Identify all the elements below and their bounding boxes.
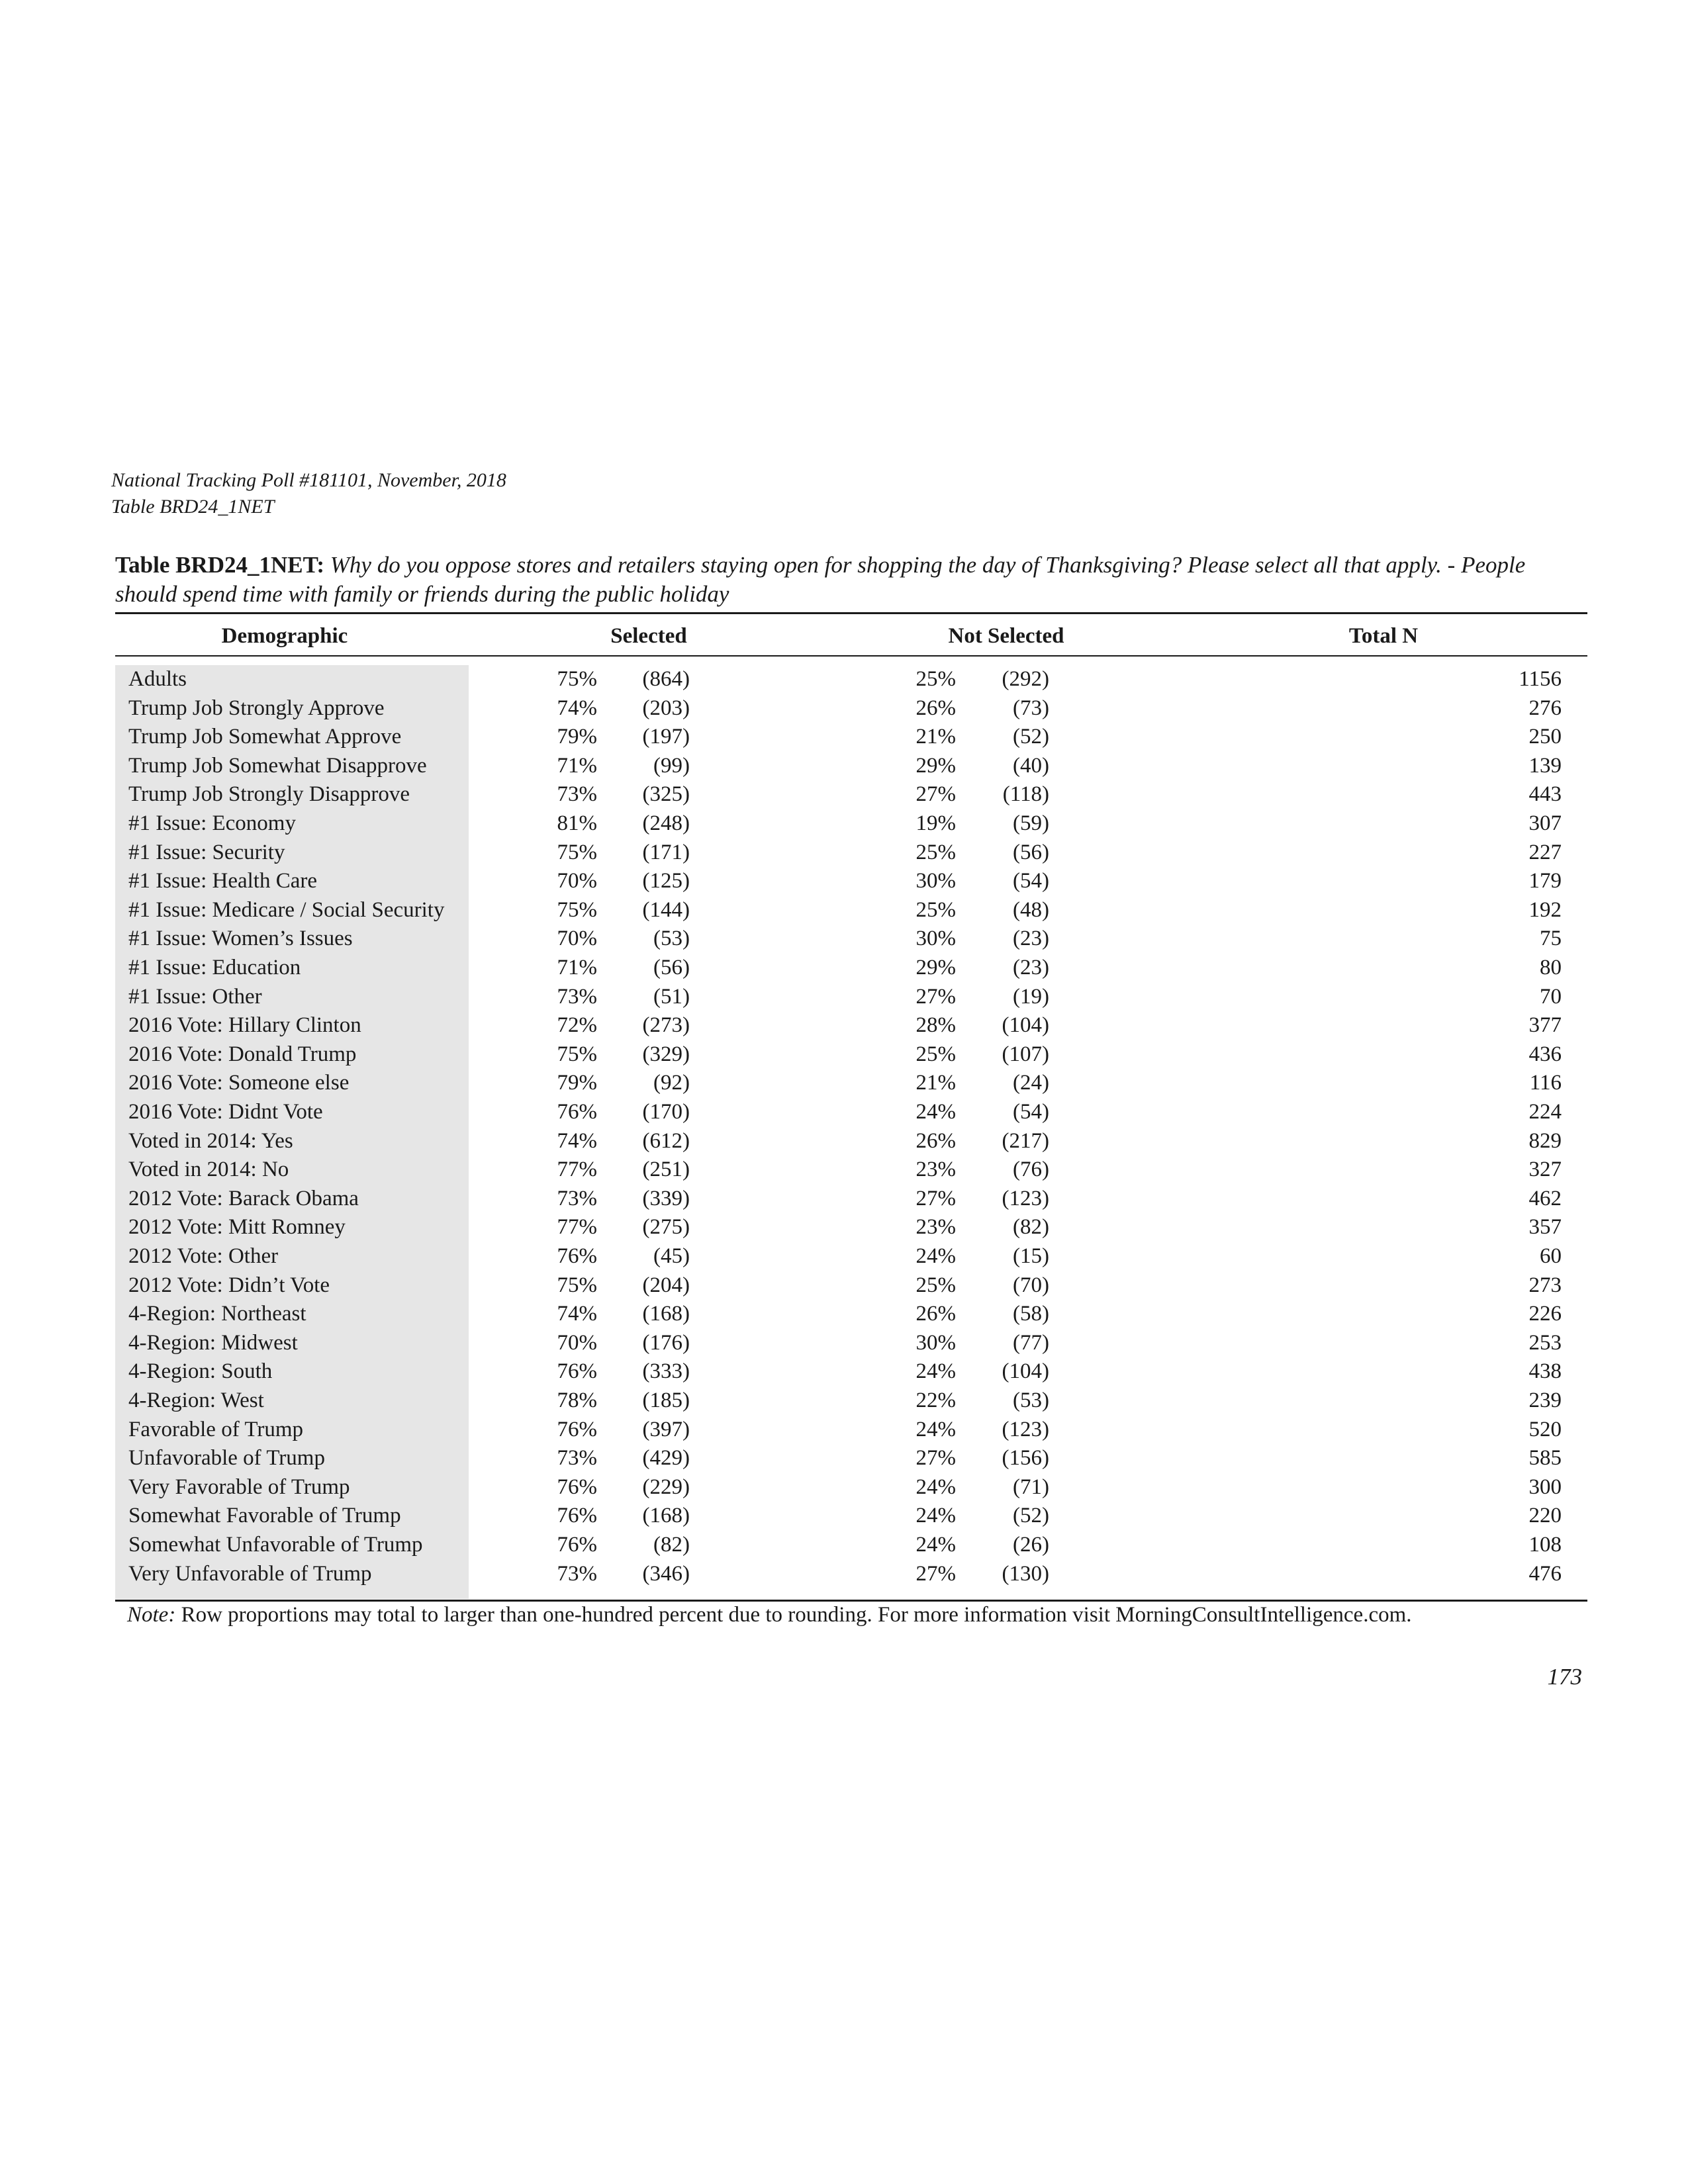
selected-pct: 70% — [557, 869, 597, 893]
not-selected-n: (52) — [1013, 725, 1049, 749]
selected-pct: 75% — [557, 1273, 597, 1297]
table-row — [0, 925, 1688, 954]
row-label: #1 Issue: Security — [128, 840, 285, 864]
table-row — [0, 1098, 1688, 1127]
row-label: 2016 Vote: Someone else — [128, 1071, 350, 1095]
total-n: 250 — [1528, 725, 1562, 749]
selected-n: (251) — [642, 1158, 690, 1182]
not-selected-n: (123) — [1002, 1186, 1049, 1210]
not-selected-pct: 26% — [915, 696, 956, 720]
selected-n: (144) — [642, 897, 690, 922]
table-row — [0, 1213, 1688, 1242]
col-header-demographic: Demographic — [221, 624, 348, 648]
not-selected-pct: 21% — [915, 725, 956, 749]
row-label: Trump Job Somewhat Approve — [128, 725, 402, 749]
header-rule — [115, 655, 1587, 657]
not-selected-n: (292) — [1002, 667, 1049, 691]
table-row — [0, 780, 1688, 809]
selected-n: (168) — [642, 1302, 690, 1326]
not-selected-pct: 27% — [915, 1446, 956, 1471]
table-row — [0, 1560, 1688, 1589]
row-label: Adults — [128, 667, 187, 691]
poll-title: National Tracking Poll #181101, November, 2018 — [111, 469, 506, 491]
total-n: 443 — [1528, 782, 1562, 807]
table-row — [0, 1185, 1688, 1214]
total-n: 377 — [1528, 1013, 1562, 1038]
table-row — [0, 1387, 1688, 1416]
total-n: 226 — [1528, 1302, 1562, 1326]
not-selected-pct: 24% — [915, 1417, 956, 1441]
page-number: 173 — [1547, 1664, 1582, 1690]
table-row — [0, 723, 1688, 752]
not-selected-pct: 26% — [915, 1302, 956, 1326]
total-n: 239 — [1528, 1388, 1562, 1412]
table-caption — [115, 551, 1589, 609]
row-label: Trump Job Somewhat Disapprove — [128, 753, 427, 778]
table-row — [0, 694, 1688, 723]
row-label: 4-Region: South — [128, 1359, 273, 1384]
total-n: 520 — [1528, 1417, 1562, 1441]
table-row — [0, 1300, 1688, 1329]
selected-n: (51) — [653, 984, 690, 1009]
selected-n: (176) — [642, 1330, 690, 1355]
selected-pct: 70% — [557, 927, 597, 951]
total-n: 224 — [1528, 1100, 1562, 1124]
total-n: 307 — [1528, 811, 1562, 835]
selected-n: (397) — [642, 1417, 690, 1441]
row-label: Trump Job Strongly Disapprove — [128, 782, 410, 807]
selected-pct: 76% — [557, 1417, 597, 1441]
selected-pct: 79% — [557, 725, 597, 749]
not-selected-n: (73) — [1013, 696, 1049, 720]
not-selected-pct: 24% — [915, 1533, 956, 1557]
selected-pct: 79% — [557, 1071, 597, 1095]
selected-n: (329) — [642, 1042, 690, 1066]
row-label: Trump Job Strongly Approve — [128, 696, 385, 720]
not-selected-n: (156) — [1002, 1446, 1049, 1471]
selected-n: (82) — [653, 1533, 690, 1557]
not-selected-pct: 27% — [915, 1186, 956, 1210]
selected-n: (45) — [653, 1244, 690, 1268]
selected-pct: 78% — [557, 1388, 597, 1412]
not-selected-n: (130) — [1002, 1561, 1049, 1586]
not-selected-pct: 27% — [915, 984, 956, 1009]
not-selected-pct: 25% — [915, 897, 956, 922]
not-selected-pct: 27% — [915, 1561, 956, 1586]
not-selected-n: (217) — [1002, 1128, 1049, 1153]
table-name: Table BRD24_1NET: — [115, 552, 325, 578]
row-label: #1 Issue: Economy — [128, 811, 296, 835]
table-row — [0, 896, 1688, 925]
total-n: 80 — [1540, 956, 1562, 979]
selected-n: (229) — [642, 1475, 690, 1499]
selected-pct: 72% — [557, 1013, 597, 1038]
table-row — [0, 1531, 1688, 1560]
not-selected-pct: 24% — [915, 1359, 956, 1384]
row-label: 2016 Vote: Hillary Clinton — [128, 1013, 361, 1038]
selected-n: (864) — [642, 667, 690, 691]
table-row — [0, 1271, 1688, 1300]
selected-n: (204) — [642, 1273, 690, 1297]
not-selected-n: (48) — [1013, 897, 1049, 922]
selected-pct: 70% — [557, 1330, 597, 1355]
row-label: Very Favorable of Trump — [128, 1475, 350, 1499]
row-label: #1 Issue: Health Care — [128, 869, 317, 893]
selected-pct: 71% — [557, 956, 597, 979]
total-n: 357 — [1528, 1215, 1562, 1240]
not-selected-pct: 25% — [915, 1042, 956, 1066]
row-label: Somewhat Unfavorable of Trump — [128, 1533, 423, 1557]
selected-n: (185) — [642, 1388, 690, 1412]
selected-n: (429) — [642, 1446, 690, 1471]
selected-pct: 73% — [557, 1561, 597, 1586]
not-selected-n: (71) — [1013, 1475, 1049, 1499]
table-row — [0, 809, 1688, 839]
selected-pct: 73% — [557, 1186, 597, 1210]
not-selected-pct: 24% — [915, 1244, 956, 1268]
row-label: 2016 Vote: Donald Trump — [128, 1042, 357, 1066]
selected-pct: 75% — [557, 1042, 597, 1066]
not-selected-n: (82) — [1013, 1215, 1049, 1240]
selected-n: (168) — [642, 1504, 690, 1528]
not-selected-pct: 26% — [915, 1128, 956, 1153]
not-selected-n: (70) — [1013, 1273, 1049, 1297]
row-label: 4-Region: West — [128, 1388, 264, 1412]
total-n: 276 — [1528, 696, 1562, 720]
selected-n: (273) — [642, 1013, 690, 1038]
not-selected-n: (26) — [1013, 1533, 1049, 1557]
not-selected-n: (104) — [1002, 1359, 1049, 1384]
note-label: Note: — [127, 1603, 176, 1627]
table-note — [127, 1600, 1412, 1629]
total-n: 179 — [1528, 869, 1562, 893]
total-n: 253 — [1528, 1330, 1562, 1355]
not-selected-pct: 24% — [915, 1100, 956, 1124]
selected-n: (612) — [642, 1128, 690, 1153]
table-row — [0, 1040, 1688, 1069]
table-row — [0, 867, 1688, 896]
total-n: 220 — [1528, 1504, 1562, 1528]
not-selected-pct: 25% — [915, 840, 956, 864]
total-n: 116 — [1529, 1071, 1562, 1095]
col-header-selected: Selected — [610, 624, 687, 648]
not-selected-n: (40) — [1013, 753, 1049, 778]
row-label: 4-Region: Midwest — [128, 1330, 298, 1355]
row-label: 2012 Vote: Mitt Romney — [128, 1215, 346, 1240]
selected-n: (171) — [642, 840, 690, 864]
not-selected-n: (107) — [1002, 1042, 1049, 1066]
table-row — [0, 1011, 1688, 1040]
table-row — [0, 1069, 1688, 1098]
page-header — [111, 467, 506, 520]
not-selected-pct: 19% — [915, 811, 956, 835]
selected-pct: 76% — [557, 1359, 597, 1384]
not-selected-pct: 24% — [915, 1475, 956, 1499]
total-n: 476 — [1528, 1561, 1562, 1586]
selected-pct: 76% — [557, 1100, 597, 1124]
table-row — [0, 954, 1688, 983]
not-selected-pct: 30% — [915, 869, 956, 893]
not-selected-pct: 28% — [915, 1013, 956, 1038]
total-n: 192 — [1528, 897, 1562, 922]
not-selected-n: (76) — [1013, 1158, 1049, 1182]
col-header-total-n: Total N — [1348, 624, 1419, 648]
selected-n: (197) — [642, 725, 690, 749]
not-selected-n: (24) — [1013, 1071, 1049, 1095]
selected-n: (125) — [642, 869, 690, 893]
selected-n: (346) — [642, 1561, 690, 1586]
row-label: 2012 Vote: Barack Obama — [128, 1186, 359, 1210]
selected-pct: 81% — [557, 811, 597, 835]
not-selected-n: (56) — [1013, 840, 1049, 864]
not-selected-pct: 29% — [915, 956, 956, 979]
not-selected-n: (59) — [1013, 811, 1049, 835]
not-selected-n: (123) — [1002, 1417, 1049, 1441]
not-selected-pct: 25% — [915, 667, 956, 691]
selected-pct: 73% — [557, 782, 597, 807]
selected-pct: 74% — [557, 1128, 597, 1153]
not-selected-n: (53) — [1013, 1388, 1049, 1412]
table-row — [0, 1156, 1688, 1185]
total-n: 829 — [1528, 1128, 1562, 1153]
total-n: 585 — [1528, 1446, 1562, 1471]
selected-n: (325) — [642, 782, 690, 807]
not-selected-n: (23) — [1013, 927, 1049, 951]
not-selected-n: (54) — [1013, 869, 1049, 893]
table-row — [0, 665, 1688, 694]
selected-pct: 74% — [557, 696, 597, 720]
row-label: 2012 Vote: Other — [128, 1244, 279, 1268]
selected-pct: 73% — [557, 984, 597, 1009]
table-row — [0, 1444, 1688, 1473]
not-selected-pct: 29% — [915, 753, 956, 778]
top-rule — [115, 612, 1587, 614]
selected-n: (275) — [642, 1215, 690, 1240]
total-n: 436 — [1528, 1042, 1562, 1066]
total-n: 273 — [1528, 1273, 1562, 1297]
selected-pct: 75% — [557, 897, 597, 922]
row-label: 4-Region: Northeast — [128, 1302, 306, 1326]
selected-n: (92) — [653, 1071, 690, 1095]
selected-pct: 76% — [557, 1533, 597, 1557]
not-selected-n: (15) — [1013, 1244, 1049, 1268]
not-selected-pct: 22% — [915, 1388, 956, 1412]
not-selected-n: (104) — [1002, 1013, 1049, 1038]
selected-n: (170) — [642, 1100, 690, 1124]
selected-pct: 76% — [557, 1475, 597, 1499]
not-selected-pct: 25% — [915, 1273, 956, 1297]
not-selected-n: (58) — [1013, 1302, 1049, 1326]
table-row — [0, 1473, 1688, 1502]
not-selected-pct: 21% — [915, 1071, 956, 1095]
not-selected-pct: 24% — [915, 1504, 956, 1528]
table-row — [0, 752, 1688, 781]
row-label: #1 Issue: Women’s Issues — [128, 927, 353, 951]
selected-n: (248) — [642, 811, 690, 835]
selected-pct: 77% — [557, 1215, 597, 1240]
selected-pct: 73% — [557, 1446, 597, 1471]
row-label: 2012 Vote: Didn’t Vote — [128, 1273, 330, 1297]
row-label: #1 Issue: Medicare / Social Security — [128, 897, 445, 922]
row-label: Voted in 2014: No — [128, 1158, 289, 1182]
total-n: 70 — [1540, 984, 1562, 1009]
total-n: 75 — [1540, 927, 1562, 951]
selected-n: (53) — [653, 927, 690, 951]
not-selected-pct: 30% — [915, 1330, 956, 1355]
table-row — [0, 1502, 1688, 1531]
total-n: 139 — [1528, 753, 1562, 778]
row-label: Unfavorable of Trump — [128, 1446, 325, 1471]
total-n: 300 — [1528, 1475, 1562, 1499]
row-label: Favorable of Trump — [128, 1417, 303, 1441]
selected-pct: 75% — [557, 667, 597, 691]
table-row — [0, 1416, 1688, 1445]
selected-n: (339) — [642, 1186, 690, 1210]
total-n: 327 — [1528, 1158, 1562, 1182]
row-label: Very Unfavorable of Trump — [128, 1561, 372, 1586]
not-selected-pct: 23% — [915, 1215, 956, 1240]
not-selected-n: (77) — [1013, 1330, 1049, 1355]
selected-n: (56) — [653, 956, 690, 979]
question-text: Why do you oppose stores and retailers staying open for shopping the day of Thanksgiving? Please select all that apply. - People should spend time with family or friends during the public holiday — [115, 552, 1526, 607]
selected-pct: 76% — [557, 1244, 597, 1268]
selected-pct: 77% — [557, 1158, 597, 1182]
row-label: #1 Issue: Other — [128, 984, 262, 1009]
not-selected-n: (19) — [1013, 984, 1049, 1009]
selected-pct: 71% — [557, 753, 597, 778]
total-n: 1156 — [1519, 667, 1562, 691]
selected-n: (99) — [653, 753, 690, 778]
selected-pct: 75% — [557, 840, 597, 864]
total-n: 462 — [1528, 1186, 1562, 1210]
table-row — [0, 1242, 1688, 1271]
not-selected-n: (54) — [1013, 1100, 1049, 1124]
selected-n: (203) — [642, 696, 690, 720]
selected-pct: 74% — [557, 1302, 597, 1326]
row-label: Voted in 2014: Yes — [128, 1128, 293, 1153]
not-selected-n: (52) — [1013, 1504, 1049, 1528]
not-selected-pct: 23% — [915, 1158, 956, 1182]
total-n: 60 — [1540, 1244, 1562, 1268]
row-label: 2016 Vote: Didnt Vote — [128, 1100, 323, 1124]
selected-pct: 76% — [557, 1504, 597, 1528]
table-row — [0, 1329, 1688, 1358]
row-label: Somewhat Favorable of Trump — [128, 1504, 401, 1528]
not-selected-pct: 30% — [915, 927, 956, 951]
table-row — [0, 983, 1688, 1012]
total-n: 108 — [1528, 1533, 1562, 1557]
note-text: Row proportions may total to larger than one-hundred percent due to rounding. For more information visit MorningConsultIntelligence.com. — [181, 1603, 1412, 1627]
not-selected-n: (118) — [1002, 782, 1049, 807]
row-label: #1 Issue: Education — [128, 956, 301, 979]
not-selected-pct: 27% — [915, 782, 956, 807]
table-row — [0, 839, 1688, 868]
not-selected-n: (23) — [1013, 956, 1049, 979]
table-id: Table BRD24_1NET — [111, 496, 275, 518]
col-header-not-selected: Not Selected — [948, 624, 1064, 648]
table-row — [0, 1357, 1688, 1387]
selected-n: (333) — [642, 1359, 690, 1384]
table-row — [0, 1127, 1688, 1156]
total-n: 438 — [1528, 1359, 1562, 1384]
total-n: 227 — [1528, 840, 1562, 864]
